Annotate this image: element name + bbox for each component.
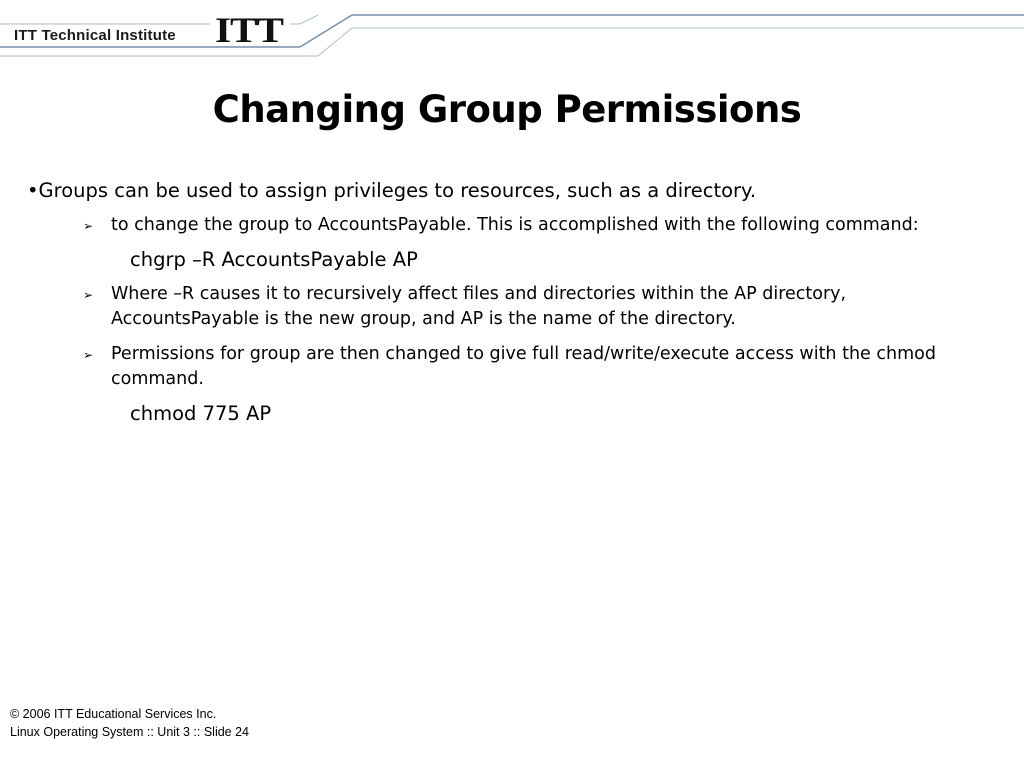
sub-bullet-1 [27,213,987,238]
sub-bullet-text: to change the group to AccountsPayable. This is accomplished with the following command: [111,215,919,235]
sub-bullet-2 [27,282,987,332]
slide-title: Changing Group Permissions [212,88,802,131]
arrow-bullet-icon: ➢ [83,348,94,362]
slide-footer [10,706,249,741]
slide-body [27,177,987,436]
itt-logo: ITT [215,10,283,50]
sub-bullet-text: Where –R causes it to recursively affect files and directories within the AP directory, AccountsPayable is the new group, and AP is the name of the directory. [111,284,847,329]
course-info-text: Linux Operating System :: Unit 3 :: Slide 24 [10,724,250,739]
slide-header [0,0,1024,62]
main-bullet: •Groups can be used to assign privileges to resources, such as a directory. [27,179,757,202]
arrow-bullet-icon: ➢ [83,219,94,233]
brand-name: ITT Technical Institute [14,27,176,44]
sub-bullet-text: Permissions for group are then changed to give full read/write/execute access with the chmod command. [111,344,936,389]
command-chmod: chmod 775 AP [130,402,272,425]
command-chgrp: chgrp –R AccountsPayable AP [130,248,418,271]
copyright-text: © 2006 ITT Educational Services Inc. [10,707,217,721]
sub-bullet-3 [27,342,987,392]
arrow-bullet-icon: ➢ [83,288,94,302]
